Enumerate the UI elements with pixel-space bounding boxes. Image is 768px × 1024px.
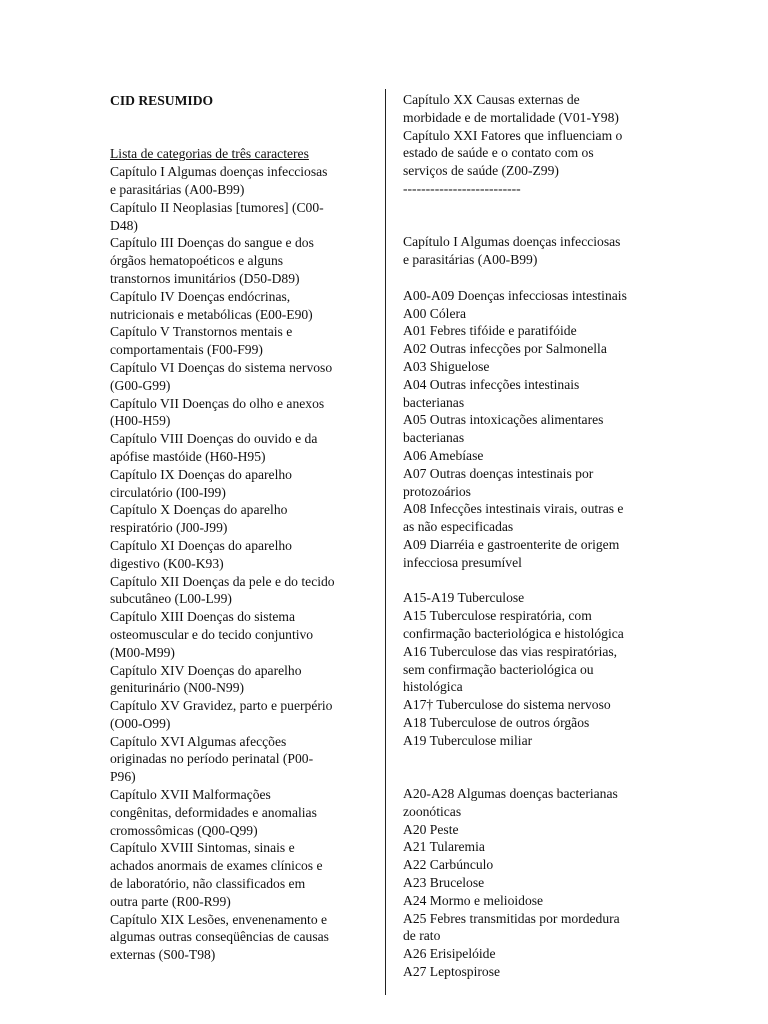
category-line: A20 Peste xyxy=(403,821,459,837)
category-line: A01 Febres tifóide e paratifóide xyxy=(403,323,577,339)
spacer xyxy=(110,110,368,128)
chapter-line: originadas no período perinatal (P00- xyxy=(110,751,314,767)
right-column xyxy=(403,91,663,981)
category-line: A15-A19 Tuberculose xyxy=(403,590,525,606)
chapter-line: Capítulo XI Doenças do aparelho xyxy=(110,537,292,553)
category-line: A21 Tularemia xyxy=(403,839,485,855)
chapter-line: Capítulo XV Gravidez, parto e puerpério xyxy=(110,698,333,714)
category-line: A18 Tuberculose de outros órgãos xyxy=(403,714,590,730)
chapter-line: subcutâneo (L00-L99) xyxy=(110,591,232,607)
left-column xyxy=(110,91,368,964)
chapter-line: de laboratório, não classificados em xyxy=(110,876,306,892)
chapter-line: apófise mastóide (H60-H95) xyxy=(110,448,266,464)
chapter-line: Capítulo X Doenças do aparelho xyxy=(110,502,288,518)
document-title: CID RESUMIDO xyxy=(110,93,214,108)
chapter-line: Capítulo XVII Malformações xyxy=(110,787,271,803)
category-line: A27 Leptospirose xyxy=(403,964,501,980)
category-line: A09 Diarréia e gastroenterite de origem xyxy=(403,536,620,552)
category-line: sem confirmação bacteriológica ou xyxy=(403,661,594,677)
category-line: Capítulo I Algumas doenças infecciosas xyxy=(403,234,621,250)
chapter-line: Capítulo VIII Doenças do ouvido e da xyxy=(110,431,318,447)
chapter-line: circulatório (I00-I99) xyxy=(110,484,226,500)
category-list xyxy=(403,91,663,981)
category-line: bacterianas xyxy=(403,394,465,410)
chapter-line: outra parte (R00-R99) xyxy=(110,893,231,909)
chapter-line: achados anormais de exames clínicos e xyxy=(110,858,323,874)
column-divider xyxy=(385,89,386,995)
spacer xyxy=(403,269,663,287)
chapter-line: comportamentais (F00-F99) xyxy=(110,342,263,358)
category-line: e parasitárias (A00-B99) xyxy=(403,252,538,268)
chapter-line: D48) xyxy=(110,217,138,233)
chapter-line: digestivo (K00-K93) xyxy=(110,555,224,571)
category-line: A22 Carbúnculo xyxy=(403,857,494,873)
category-line: serviços de saúde (Z00-Z99) xyxy=(403,163,559,179)
spacer xyxy=(403,767,663,785)
chapter-line: (O00-O99) xyxy=(110,715,171,731)
chapter-line: geniturinário (N00-N99) xyxy=(110,680,245,696)
category-line: confirmação bacteriológica e histológica xyxy=(403,625,624,641)
category-line: A08 Infecções intestinais virais, outras e xyxy=(403,501,624,517)
spacer xyxy=(403,572,663,590)
chapter-line: Capítulo I Algumas doenças infecciosas xyxy=(110,164,328,180)
chapter-list xyxy=(110,163,368,964)
chapter-line: Capítulo VI Doenças do sistema nervoso xyxy=(110,359,333,375)
chapter-line: (G00-G99) xyxy=(110,377,171,393)
chapter-line: Capítulo V Transtornos mentais e xyxy=(110,324,293,340)
category-line: A03 Shiguelose xyxy=(403,358,490,374)
chapter-line: Capítulo VII Doenças do olho e anexos xyxy=(110,395,325,411)
chapter-line: Capítulo XIX Lesões, envenenamento e xyxy=(110,911,328,927)
category-line: A20-A28 Algumas doenças bacterianas xyxy=(403,786,618,802)
category-line: Capítulo XX Causas externas de xyxy=(403,92,580,107)
chapter-line: Capítulo XVIII Sintomas, sinais e xyxy=(110,840,295,856)
list-heading: Lista de categorias de três caracteres xyxy=(110,146,309,162)
chapter-line: congênitas, deformidades e anomalias xyxy=(110,804,317,820)
category-line: A16 Tuberculose das vias respiratórias, xyxy=(403,643,618,659)
chapter-line: (H00-H59) xyxy=(110,413,171,429)
chapter-line: transtornos imunitários (D50-D89) xyxy=(110,270,300,286)
chapter-line: Capítulo XIV Doenças do aparelho xyxy=(110,662,302,678)
chapter-line: nutricionais e metabólicas (E00-E90) xyxy=(110,306,313,322)
category-line: zoonóticas xyxy=(403,803,462,819)
chapter-line: osteomuscular e do tecido conjuntivo xyxy=(110,626,314,642)
category-line: A02 Outras infecções por Salmonella xyxy=(403,341,607,357)
chapter-line: externas (S00-T98) xyxy=(110,947,216,963)
category-line: A05 Outras intoxicações alimentares xyxy=(403,412,604,428)
category-line: A26 Erisipelóide xyxy=(403,946,496,962)
category-line: A17† Tuberculose do sistema nervoso xyxy=(403,697,611,713)
category-line: A06 Amebíase xyxy=(403,447,484,463)
category-line: A25 Febres transmitidas por mordedura xyxy=(403,910,620,926)
chapter-line: Capítulo IX Doenças do aparelho xyxy=(110,466,292,482)
category-line: estado de saúde e o contato com os xyxy=(403,145,594,161)
category-line: A19 Tuberculose miliar xyxy=(403,732,533,748)
category-line: A15 Tuberculose respiratória, com xyxy=(403,608,592,624)
spacer xyxy=(403,749,663,767)
chapter-line: Capítulo XII Doenças da pele e do tecido xyxy=(110,573,335,589)
chapter-line: Capítulo XVI Algumas afecções xyxy=(110,733,287,749)
chapter-line: Capítulo II Neoplasias [tumores] (C00- xyxy=(110,199,324,215)
chapter-line: respiratório (J00-J99) xyxy=(110,520,228,536)
category-line: morbidade e de mortalidade (V01-Y98) xyxy=(403,109,619,125)
category-line: A24 Mormo e melioidose xyxy=(403,892,544,908)
category-line: -------------------------- xyxy=(403,180,521,196)
spacer xyxy=(403,198,663,216)
category-line: bacterianas xyxy=(403,430,465,446)
category-line: infecciosa presumível xyxy=(403,554,522,570)
spacer xyxy=(403,216,663,234)
category-line: A00-A09 Doenças infecciosas intestinais xyxy=(403,287,627,303)
chapter-line: (M00-M99) xyxy=(110,644,175,660)
chapter-line: P96) xyxy=(110,769,136,785)
category-line: de rato xyxy=(403,928,441,944)
chapter-line: algumas outras conseqüências de causas xyxy=(110,929,329,945)
chapter-line: Capítulo XIII Doenças do sistema xyxy=(110,609,295,625)
category-line: A07 Outras doenças intestinais por xyxy=(403,465,594,481)
category-line: A23 Brucelose xyxy=(403,875,485,891)
chapter-line: cromossômicas (Q00-Q99) xyxy=(110,822,258,838)
chapter-line: Capítulo IV Doenças endócrinas, xyxy=(110,288,291,304)
category-line: Capítulo XXI Fatores que influenciam o xyxy=(403,127,623,143)
spacer xyxy=(110,128,368,146)
chapter-line: e parasitárias (A00-B99) xyxy=(110,181,245,197)
chapter-line: órgãos hematopoéticos e alguns xyxy=(110,253,284,269)
category-line: protozoários xyxy=(403,483,471,499)
category-line: histológica xyxy=(403,679,463,695)
category-line: A00 Cólera xyxy=(403,305,467,321)
chapter-line: Capítulo III Doenças do sangue e dos xyxy=(110,235,314,251)
category-line: as não especificadas xyxy=(403,519,514,535)
category-line: A04 Outras infecções intestinais xyxy=(403,376,580,392)
